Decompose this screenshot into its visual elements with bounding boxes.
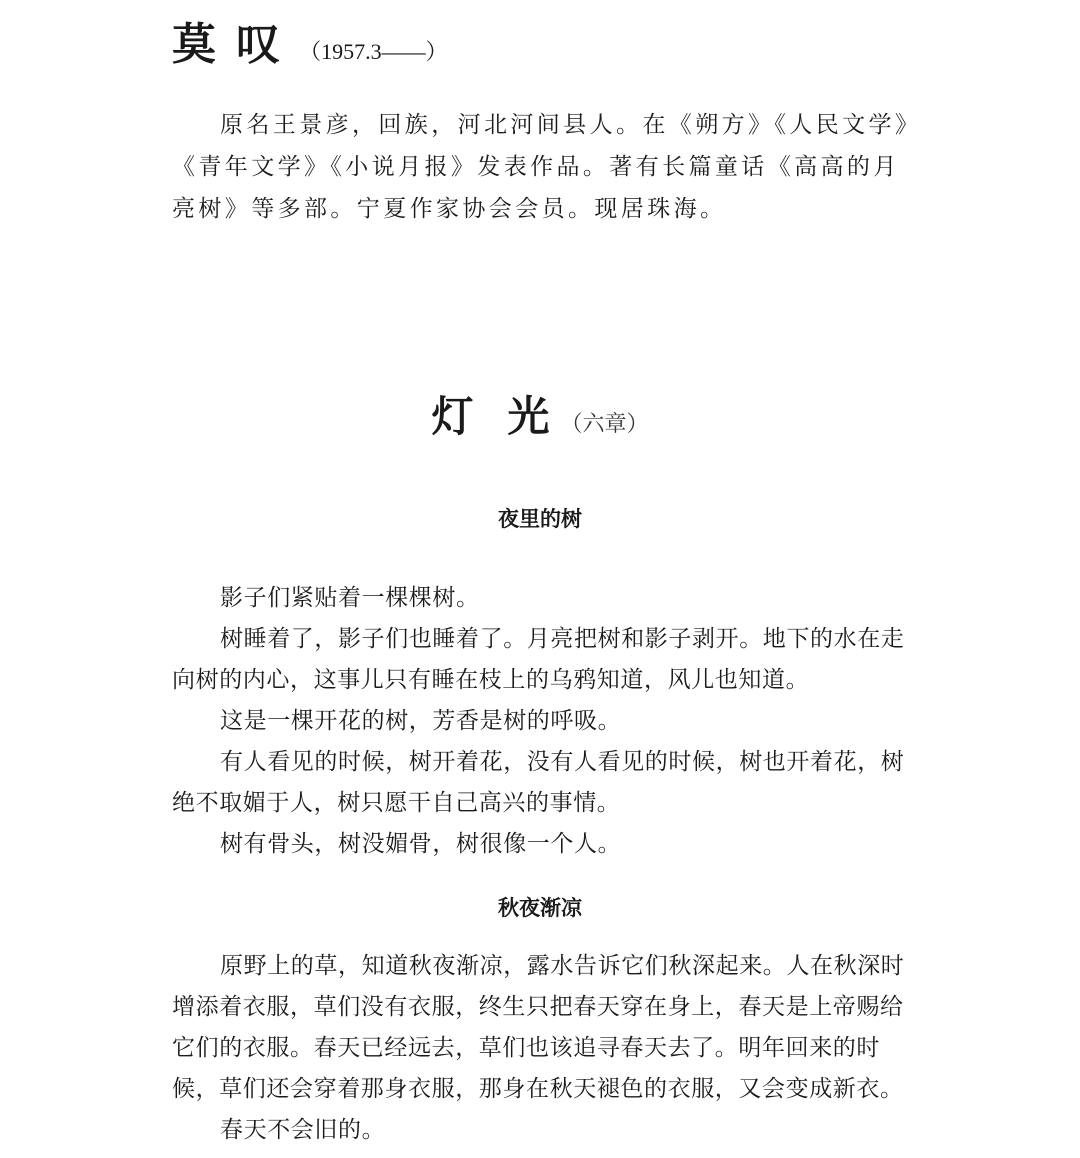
paragraph: 树睡着了，影子们也睡着了。月亮把树和影子剥开。地下的水在走向树的内心，这事儿只有睡在枝上的乌鸦知道，风儿也知道。 (172, 626, 905, 693)
section-heading-2: 秋夜渐凉 (498, 896, 582, 920)
paragraph: 树有骨头，树没媚骨，树很像一个人。 (220, 831, 622, 857)
section-body-2 (172, 946, 912, 1151)
paragraph: 影子们紧贴着一棵棵树。 (220, 585, 480, 611)
paragraph: 原野上的草，知道秋夜渐凉，露水告诉它们秋深起来。人在秋深时增添着衣服，草们没有衣服，终生只把春天穿在身上，春天是上帝赐给它们的衣服。春天已经远去，草们也该追寻春天去了。明年回来的时候，草们还会穿着那身衣服，那身在秋天褪色的衣服，又会变成新衣。 (172, 953, 905, 1102)
paragraph: 有人看见的时候，树开着花，没有人看见的时候，树也开着花，树绝不取媚于人，树只愿干自己高兴的事情。 (172, 749, 905, 816)
author-bio: 原名王景彦，回族，河北河间县人。在《朔方》《人民文学》《青年文学》《小说月报》发表作品。著有长篇童话《高高的月亮树》等多部。宁夏作家协会会员。现居珠海。 (172, 112, 910, 222)
paragraph: 春天不会旧的。 (220, 1117, 386, 1143)
poem-title: 灯光 (431, 392, 584, 441)
paragraph: 这是一棵开花的树，芳香是树的呼吸。 (220, 708, 622, 734)
author-name: 莫叹 (172, 19, 300, 70)
section-heading-1: 夜里的树 (498, 507, 582, 531)
poem-subtitle: （六章） (560, 412, 649, 437)
author-years: （1957.3——） (299, 39, 448, 64)
author-header (172, 8, 448, 68)
section-body-1 (172, 578, 912, 865)
poem-title-block (0, 384, 1080, 444)
